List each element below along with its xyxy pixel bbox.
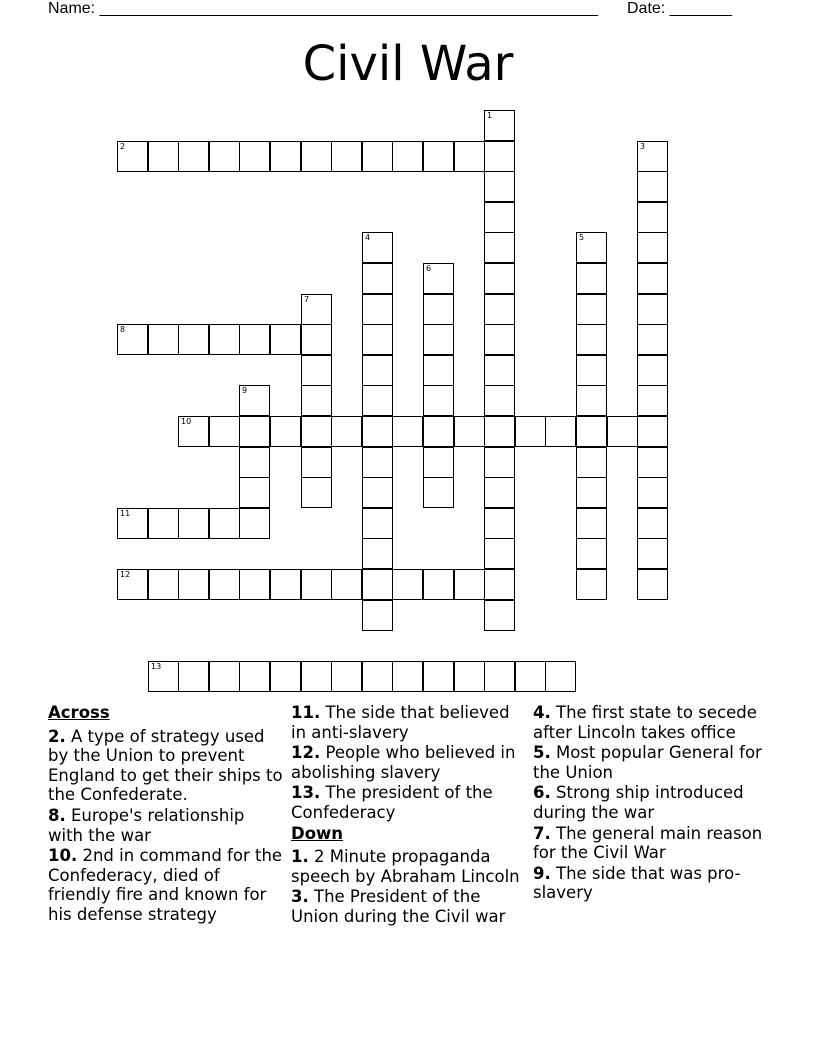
clue-item [291, 783, 526, 822]
grid-cell[interactable] [484, 202, 515, 233]
clue-item [48, 806, 283, 845]
down-heading: Down [291, 823, 344, 843]
grid-cell[interactable] [270, 324, 301, 355]
grid-cell[interactable] [484, 477, 515, 508]
grid-cell[interactable] [301, 294, 332, 325]
grid-cell[interactable] [362, 324, 393, 355]
grid-cell[interactable] [515, 661, 546, 692]
clue-item [533, 783, 768, 822]
grid-cell[interactable] [484, 385, 515, 416]
grid-cell[interactable] [362, 661, 393, 692]
cell-number: 5 [579, 233, 585, 242]
grid-cell[interactable] [178, 141, 209, 172]
grid-cell[interactable] [362, 569, 393, 600]
clue-text: 2nd in command for the Confederacy, died of friendly fire and known for his defense strategy [48, 846, 283, 924]
clue-text: Strong ship introduced during the war [533, 783, 744, 822]
grid-cell[interactable] [576, 263, 607, 294]
grid-cell[interactable] [362, 477, 393, 508]
grid-cell[interactable] [148, 324, 179, 355]
grid-cell[interactable] [576, 508, 607, 539]
grid-cell[interactable] [576, 232, 607, 263]
grid-cell[interactable] [423, 447, 454, 478]
across-heading: Across [48, 703, 110, 722]
grid-cell[interactable] [178, 569, 209, 600]
grid-cell[interactable] [301, 141, 332, 172]
grid-cell[interactable] [239, 661, 270, 692]
grid-cell[interactable] [362, 232, 393, 263]
grid-cell[interactable] [239, 508, 270, 539]
grid-cell[interactable] [362, 508, 393, 539]
grid-cell[interactable] [117, 324, 148, 355]
grid-cell[interactable] [239, 447, 270, 478]
grid-cell[interactable] [148, 508, 179, 539]
clue-text: The general main reason for the Civil War [533, 823, 763, 863]
grid-cell[interactable] [148, 141, 179, 172]
cell-number: 2 [120, 142, 126, 151]
clue-number: 4. [533, 703, 551, 722]
clue-text: Europe's relationship with the war [48, 805, 245, 845]
grid-cell[interactable] [209, 661, 240, 692]
grid-cell[interactable] [392, 661, 423, 692]
grid-cell[interactable] [301, 569, 332, 600]
clue-item [291, 847, 526, 886]
cell-number: 1 [487, 111, 493, 120]
grid-cell[interactable] [362, 600, 393, 631]
grid-cell[interactable] [239, 569, 270, 600]
clue-text: 2 Minute propaganda speech by Abraham Lincoln [291, 847, 520, 886]
grid-cell[interactable] [301, 355, 332, 386]
grid-cell[interactable] [423, 294, 454, 325]
clue-text: A type of strategy used by the Union to prevent England to get their ships to the Confederate. [48, 726, 283, 805]
grid-cell[interactable] [423, 661, 454, 692]
grid-cell[interactable] [637, 263, 668, 294]
cell-number: 12 [120, 570, 131, 579]
grid-cell[interactable] [423, 385, 454, 416]
grid-cell[interactable] [178, 416, 209, 447]
clue-number: 13. [291, 783, 321, 803]
grid-cell[interactable] [484, 355, 515, 386]
clue-number: 8. [48, 805, 66, 825]
clue-number: 5. [533, 743, 551, 763]
clue-item [533, 824, 768, 863]
clue-column-1 [48, 703, 283, 926]
grid-cell[interactable] [301, 324, 332, 355]
grid-cell[interactable] [209, 416, 240, 447]
grid-cell[interactable] [454, 661, 485, 692]
grid-cell[interactable] [484, 416, 515, 447]
grid-cell[interactable] [454, 141, 485, 172]
clue-number: 3. [291, 887, 309, 907]
grid-cell[interactable] [484, 171, 515, 202]
cell-number: 3 [640, 142, 646, 151]
grid-cell[interactable] [331, 141, 362, 172]
grid-cell[interactable] [637, 538, 668, 569]
clue-item [48, 846, 283, 924]
grid-cell[interactable] [576, 385, 607, 416]
grid-cell[interactable] [362, 385, 393, 416]
grid-cell[interactable] [178, 324, 209, 355]
grid-cell[interactable] [484, 569, 515, 600]
grid-cell[interactable] [484, 110, 515, 141]
grid-cell[interactable] [637, 508, 668, 539]
grid-cell[interactable] [484, 141, 515, 172]
cell-number: 9 [242, 386, 248, 395]
grid-cell[interactable] [637, 416, 668, 447]
grid-cell[interactable] [423, 477, 454, 508]
clue-item [291, 743, 526, 782]
grid-cell[interactable] [576, 324, 607, 355]
clue-number: 1. [291, 847, 309, 867]
grid-cell[interactable] [117, 569, 148, 600]
grid-cell[interactable] [484, 661, 515, 692]
grid-cell[interactable] [637, 171, 668, 202]
grid-cell[interactable] [392, 569, 423, 600]
grid-cell[interactable] [270, 416, 301, 447]
grid-cell[interactable] [576, 477, 607, 508]
grid-cell[interactable] [576, 355, 607, 386]
clue-number: 2. [48, 726, 66, 746]
grid-cell[interactable] [331, 661, 362, 692]
grid-cell[interactable] [270, 569, 301, 600]
grid-cell[interactable] [362, 416, 393, 447]
grid-cell[interactable] [209, 141, 240, 172]
grid-cell[interactable] [423, 263, 454, 294]
grid-cell[interactable] [484, 263, 515, 294]
cell-number: 6 [426, 264, 432, 273]
grid-cell[interactable] [301, 477, 332, 508]
clue-number: 11. [291, 703, 321, 722]
grid-cell[interactable] [576, 538, 607, 569]
clue-item [533, 703, 768, 742]
date-field: Date: _______ [627, 0, 732, 17]
grid-cell[interactable] [301, 385, 332, 416]
clue-number: 7. [533, 823, 551, 843]
grid-cell[interactable] [117, 508, 148, 539]
grid-cell[interactable] [148, 661, 179, 692]
cell-number: 10 [181, 417, 192, 426]
clue-text: The President of the Union during the Civil war [291, 887, 506, 926]
grid-cell[interactable] [423, 569, 454, 600]
grid-cell[interactable] [239, 416, 270, 447]
grid-cell[interactable] [331, 569, 362, 600]
grid-cell[interactable] [454, 416, 485, 447]
clue-number: 9. [533, 863, 551, 883]
grid-cell[interactable] [484, 294, 515, 325]
grid-cell[interactable] [637, 447, 668, 478]
grid-cell[interactable] [209, 508, 240, 539]
grid-cell[interactable] [637, 232, 668, 263]
grid-cell[interactable] [301, 416, 332, 447]
grid-cell[interactable] [362, 538, 393, 569]
grid-cell[interactable] [362, 355, 393, 386]
grid-cell[interactable] [545, 661, 576, 692]
grid-cell[interactable] [637, 324, 668, 355]
grid-cell[interactable] [362, 263, 393, 294]
cell-number: 11 [120, 509, 131, 518]
grid-cell[interactable] [484, 232, 515, 263]
grid-cell[interactable] [423, 355, 454, 386]
grid-cell[interactable] [270, 661, 301, 692]
clue-item [291, 887, 526, 926]
clue-text: Most popular General for the Union [533, 743, 762, 782]
grid-cell[interactable] [301, 447, 332, 478]
clue-item [48, 727, 283, 805]
clue-item [291, 703, 526, 742]
clue-text: The side that believed in anti-slavery [291, 703, 510, 742]
grid-cell[interactable] [362, 294, 393, 325]
grid-cell[interactable] [576, 416, 607, 447]
grid-cell[interactable] [576, 294, 607, 325]
name-field: Name: ________________________________________________________ [48, 0, 598, 17]
page-title: Civil War [302, 36, 514, 92]
grid-cell[interactable] [637, 294, 668, 325]
grid-cell[interactable] [637, 202, 668, 233]
cell-number: 13 [151, 662, 162, 671]
clue-text: The first state to secede after Lincoln takes office [533, 703, 757, 742]
grid-cell[interactable] [239, 141, 270, 172]
clue-text: People who believed in abolishing slavery [291, 743, 516, 782]
grid-cell[interactable] [392, 141, 423, 172]
clue-number: 6. [533, 783, 551, 803]
grid-cell[interactable] [209, 324, 240, 355]
cell-number: 8 [120, 325, 126, 334]
grid-cell[interactable] [423, 416, 454, 447]
grid-cell[interactable] [392, 416, 423, 447]
grid-cell[interactable] [484, 538, 515, 569]
grid-cell[interactable] [607, 416, 638, 447]
grid-cell[interactable] [484, 324, 515, 355]
grid-cell[interactable] [637, 477, 668, 508]
clue-number: 12. [291, 743, 321, 763]
grid-cell[interactable] [178, 661, 209, 692]
grid-cell[interactable] [545, 416, 576, 447]
clue-text: The side that was pro-slavery [533, 863, 741, 903]
grid-cell[interactable] [270, 141, 301, 172]
grid-cell[interactable] [515, 416, 546, 447]
grid-cell[interactable] [423, 141, 454, 172]
grid-cell[interactable] [239, 477, 270, 508]
grid-cell[interactable] [117, 141, 148, 172]
clue-number: 10. [48, 846, 78, 866]
grid-cell[interactable] [178, 508, 209, 539]
grid-cell[interactable] [637, 385, 668, 416]
grid-cell[interactable] [637, 355, 668, 386]
grid-cell[interactable] [484, 508, 515, 539]
grid-cell[interactable] [637, 569, 668, 600]
grid-cell[interactable] [484, 600, 515, 631]
clue-column-3 [533, 703, 768, 904]
grid-cell[interactable] [301, 661, 332, 692]
grid-cell[interactable] [239, 324, 270, 355]
grid-cell[interactable] [362, 141, 393, 172]
grid-cell[interactable] [209, 569, 240, 600]
grid-cell[interactable] [484, 447, 515, 478]
grid-cell[interactable] [576, 569, 607, 600]
grid-cell[interactable] [239, 385, 270, 416]
clue-item [533, 743, 768, 782]
grid-cell[interactable] [423, 324, 454, 355]
clue-column-2 [291, 703, 526, 928]
grid-cell[interactable] [637, 141, 668, 172]
cell-number: 7 [304, 295, 310, 304]
clue-text: The president of the Confederacy [291, 783, 493, 822]
cell-number: 4 [365, 233, 371, 242]
grid-cell[interactable] [454, 569, 485, 600]
grid-cell[interactable] [331, 416, 362, 447]
grid-cell[interactable] [148, 569, 179, 600]
grid-cell[interactable] [362, 447, 393, 478]
grid-cell[interactable] [576, 447, 607, 478]
clue-item [533, 864, 768, 903]
